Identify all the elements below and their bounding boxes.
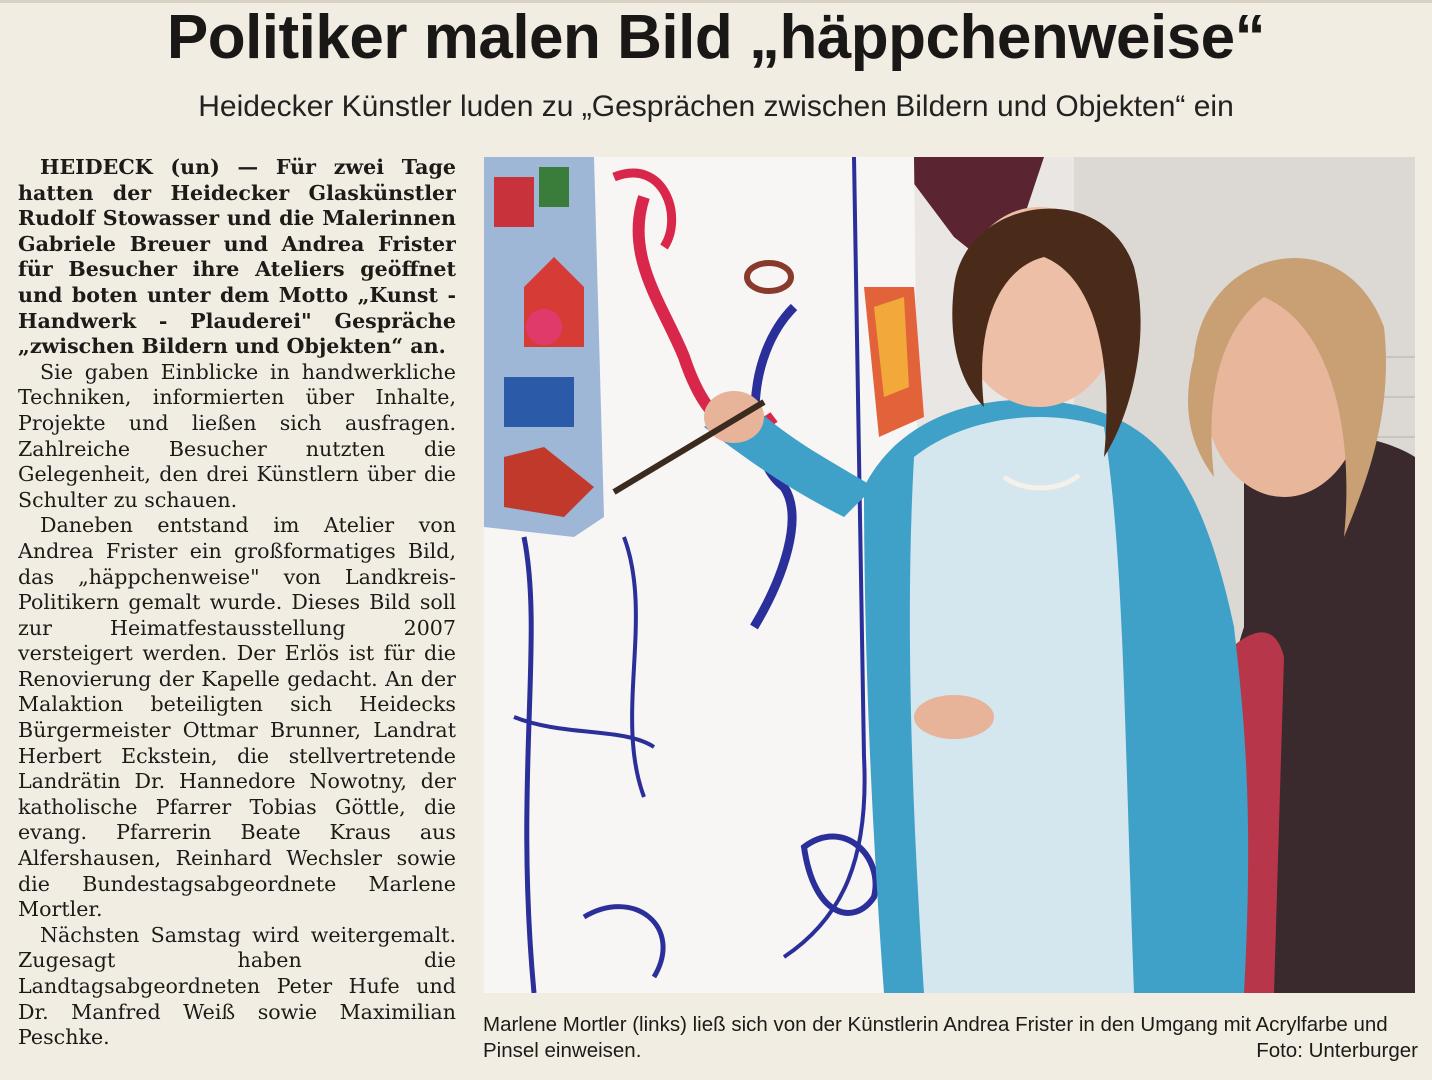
article-paragraph: Sie gaben Einblicke in handwerkliche Techniken, informierten über Inhalte, Projekte und ließen sich ausfragen. Zahlreiche Besucher nutzten die Gelegenheit, den drei Künstlern über die Schulter zu schauen. (18, 359, 456, 512)
article-paragraph: Nächsten Samstag wird weitergemalt. Zugesagt haben die Landtagsabgeordneten Peter Hufe und Dr. Manfred Weiß sowie Maximilian Peschke. (18, 922, 456, 1050)
photo-illustration (484, 157, 1415, 993)
photo-caption: Marlene Mortler (links) ließ sich von der Künstlerin Andrea Frister in den Umgang mit Acrylfarbe und Pinsel einweisen. (483, 1013, 1388, 1062)
article-photo (484, 157, 1415, 993)
article-paragraph-lead: HEIDECK (un) — Für zwei Tage hatten der Heidecker Glaskünstler Rudolf Stowasser und die Malerinnen Gabriele Breuer und Andrea Frister für Besucher ihre Ateliers geöffnet und boten unter dem Motto „Kunst - Handwerk - Plauderei" Gespräche „zwischen Bildern und Objekten“ an. (18, 155, 456, 359)
photo-caption-block (483, 1012, 1418, 1064)
article-body (18, 155, 456, 1065)
article-paragraph: Daneben entstand im Atelier von Andrea Frister ein großformatiges Bild, das „häppchenweise" von Landkreis-Politikern gemalt wurde. Dieses Bild soll zur Heimatfestausstellung 2007 versteigert werden. Der Erlös ist für die Renovierung der Kapelle gedacht. An der Malaktion beteiligten sich Heidecks Bürgermeister Ottmar Brunner, Landrat Herbert Eckstein, die stellvertretende Landrätin Dr. Hannedore Nowotny, der katholische Pfarrer Tobias Göttle, die evang. Pfarrerin Beate Kraus aus Alfershausen, Reinhard Wechsler sowie die Bundestagsabgeordnete Marlene Mortler. (18, 513, 456, 922)
headline: Politiker malen Bild „häppchenweise“ (166, 3, 1266, 72)
subheadline: Heidecker Künstler luden zu „Gesprächen zwischen Bildern und Objekten“ ein (198, 90, 1234, 123)
photo-credit: Foto: Unterburger (1256, 1039, 1418, 1062)
